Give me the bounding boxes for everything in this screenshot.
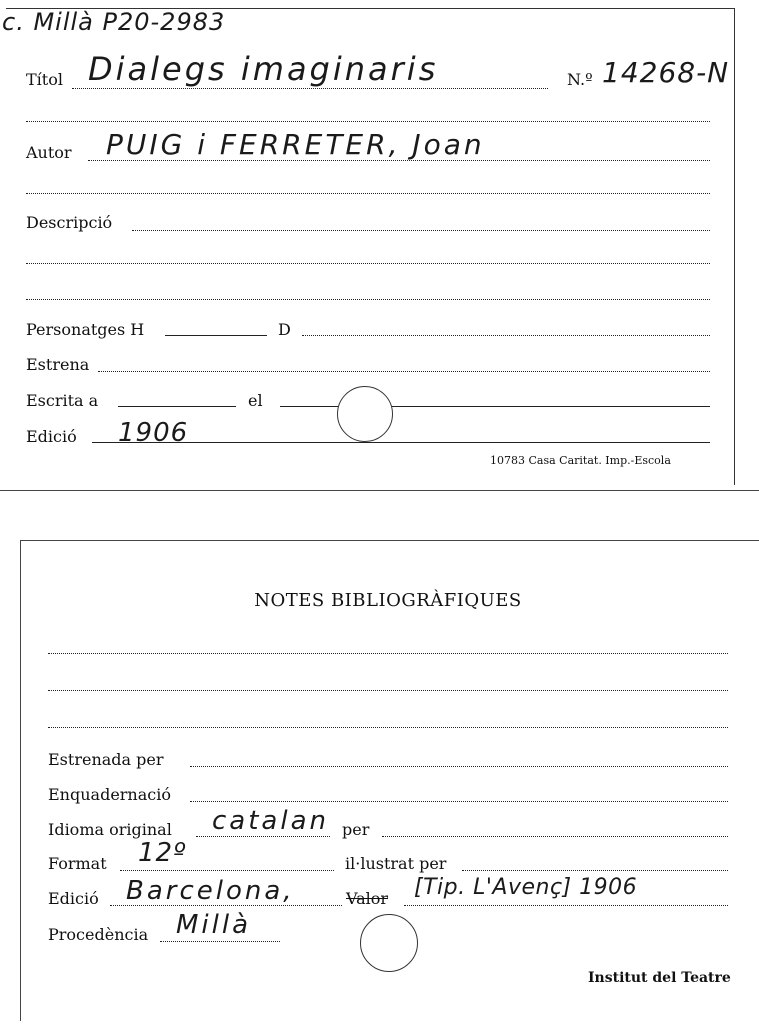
blank-line <box>26 299 710 300</box>
value-line <box>404 905 728 906</box>
premiere-line <box>98 371 710 372</box>
title-value-handwritten: Dialegs imaginaris <box>88 50 439 88</box>
translator-label: per <box>342 820 370 839</box>
call-number-handwritten: c. Millà P20-2983 <box>2 8 226 36</box>
blank-line <box>48 727 728 728</box>
blank-line <box>26 121 710 122</box>
printer-year-handwritten: [Tip. L'Avenç] 1906 <box>414 875 638 900</box>
illustrated-by-line <box>462 870 728 871</box>
characters-label: Personatges H <box>26 320 145 339</box>
edition-label: Edició <box>26 427 77 446</box>
blank-line <box>48 653 728 654</box>
characters-women-line <box>302 335 710 336</box>
number-value-handwritten: 14268-N <box>602 56 730 89</box>
blank-line <box>26 263 710 264</box>
format-value-handwritten: 12º <box>138 838 187 868</box>
provenance-line <box>160 941 280 942</box>
written-date-label: el <box>248 391 263 410</box>
original-language-value-handwritten: catalan <box>212 806 329 836</box>
punch-hole <box>337 386 393 442</box>
number-label: N.º <box>567 70 593 89</box>
blank-line <box>26 193 710 194</box>
edition-value-handwritten: 1906 <box>118 418 189 448</box>
notes-heading: NOTES BIBLIOGRÀFIQUES <box>254 590 522 611</box>
translator-line <box>382 836 728 837</box>
printer-note: 10783 Casa Caritat. Imp.-Escola <box>490 454 671 467</box>
author-line <box>88 160 710 161</box>
author-label: Autor <box>26 143 72 162</box>
original-language-label: Idioma original <box>48 820 172 839</box>
characters-men-line <box>165 335 267 336</box>
author-value-handwritten: PUIG i FERRETER, Joan <box>106 128 485 161</box>
format-label: Format <box>48 854 107 873</box>
institution-stamp: Institut del Teatre <box>588 970 731 986</box>
edition-line <box>110 905 342 906</box>
premiere-label: Estrena <box>26 355 90 374</box>
punch-hole <box>360 914 418 972</box>
format-line <box>120 870 334 871</box>
illustrated-by-label: il·lustrat per <box>345 854 447 873</box>
characters-women-label: D <box>278 320 291 339</box>
value-label-struck: Valor <box>346 889 389 908</box>
blank-line <box>48 690 728 691</box>
title-line <box>72 88 548 89</box>
original-language-line <box>196 836 330 837</box>
written-in-line <box>118 406 236 407</box>
description-label: Descripció <box>26 213 113 232</box>
edition-place-handwritten: Barcelona, <box>126 876 295 906</box>
edition-label: Edició <box>48 889 99 908</box>
provenance-label: Procedència <box>48 925 149 944</box>
binding-line <box>190 801 728 802</box>
binding-label: Enquadernació <box>48 785 171 804</box>
title-label: Títol <box>26 70 63 89</box>
premiered-by-label: Estrenada per <box>48 750 164 769</box>
premiered-by-line <box>190 766 728 767</box>
written-in-label: Escrita a <box>26 391 99 410</box>
description-line <box>132 230 710 231</box>
card-separator <box>0 490 759 491</box>
edition-line <box>92 442 710 443</box>
provenance-value-handwritten: Millà <box>176 910 252 940</box>
